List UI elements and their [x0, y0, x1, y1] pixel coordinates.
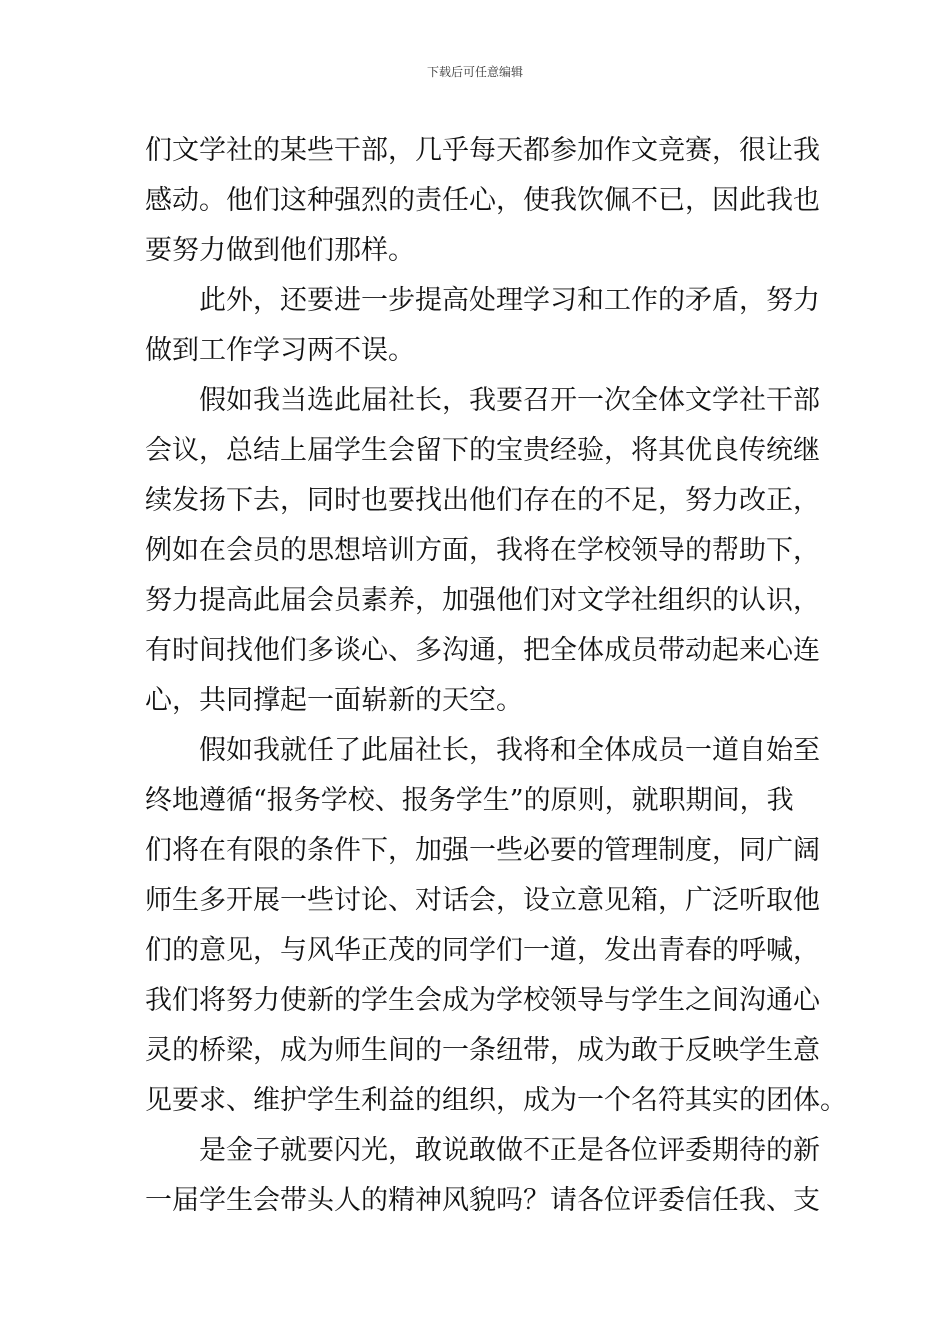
text-line: 例如在会员的思想培训方面，我将在学校领导的帮助下， [145, 535, 820, 566]
text-line: 做到工作学习两不误。 [145, 335, 415, 366]
text-line: 心，共同撑起一面崭新的天空。 [145, 685, 523, 716]
text-line: 有时间找他们多谈心、多沟通，把全体成员带动起来心连 [145, 635, 820, 666]
text-line: 们文学社的某些干部，几乎每天都参加作文竞赛，很让我 [145, 135, 820, 166]
paragraph-first-line: 假如我就任了此届社长，我将和全体成员一道自始至 [199, 735, 820, 766]
text-line: 努力提高此届会员素养，加强他们对文学社组织的认识， [145, 585, 820, 616]
paragraph-first-line: 是金子就要闪光，敢说敢做不正是各位评委期待的新 [199, 1135, 820, 1166]
text-line: 我们将努力使新的学生会成为学校领导与学生之间沟通心 [145, 985, 820, 1016]
text-line: 感动。他们这种强烈的责任心，使我饮佩不已，因此我也 [145, 185, 820, 216]
text-line: 要努力做到他们那样。 [145, 235, 415, 266]
paragraph-first-line: 此外，还要进一步提高处理学习和工作的矛盾，努力 [199, 285, 820, 316]
text-line: 师生多开展一些讨论、对话会，设立意见箱，广泛听取他 [145, 885, 820, 916]
paragraph-first-line: 假如我当选此届社长，我要召开一次全体文学社干部 [199, 385, 820, 416]
document-body [145, 126, 845, 1226]
text-line: 见要求、维护学生利益的组织，成为一个名符其实的团体。 [145, 1085, 847, 1116]
text-line: 们将在有限的条件下，加强一些必要的管理制度，同广阔 [145, 835, 820, 866]
text-line: 会议，总结上届学生会留下的宝贵经验，将其优良传统继 [145, 435, 820, 466]
text-line: 一届学生会带头人的精神风貌吗？请各位评委信任我、支 [145, 1185, 820, 1216]
page-header: 下载后可任意编辑 [426, 65, 523, 79]
text-line: 灵的桥梁，成为师生间的一条纽带，成为敢于反映学生意 [145, 1035, 820, 1066]
text-line: 续发扬下去，同时也要找出他们存在的不足，努力改正， [145, 485, 820, 516]
text-line: 终地遵循“报务学校、报务学生”的原则，就职期间，我 [145, 785, 794, 816]
text-line: 们的意见，与风华正茂的同学们一道，发出青春的呼喊， [145, 935, 820, 966]
